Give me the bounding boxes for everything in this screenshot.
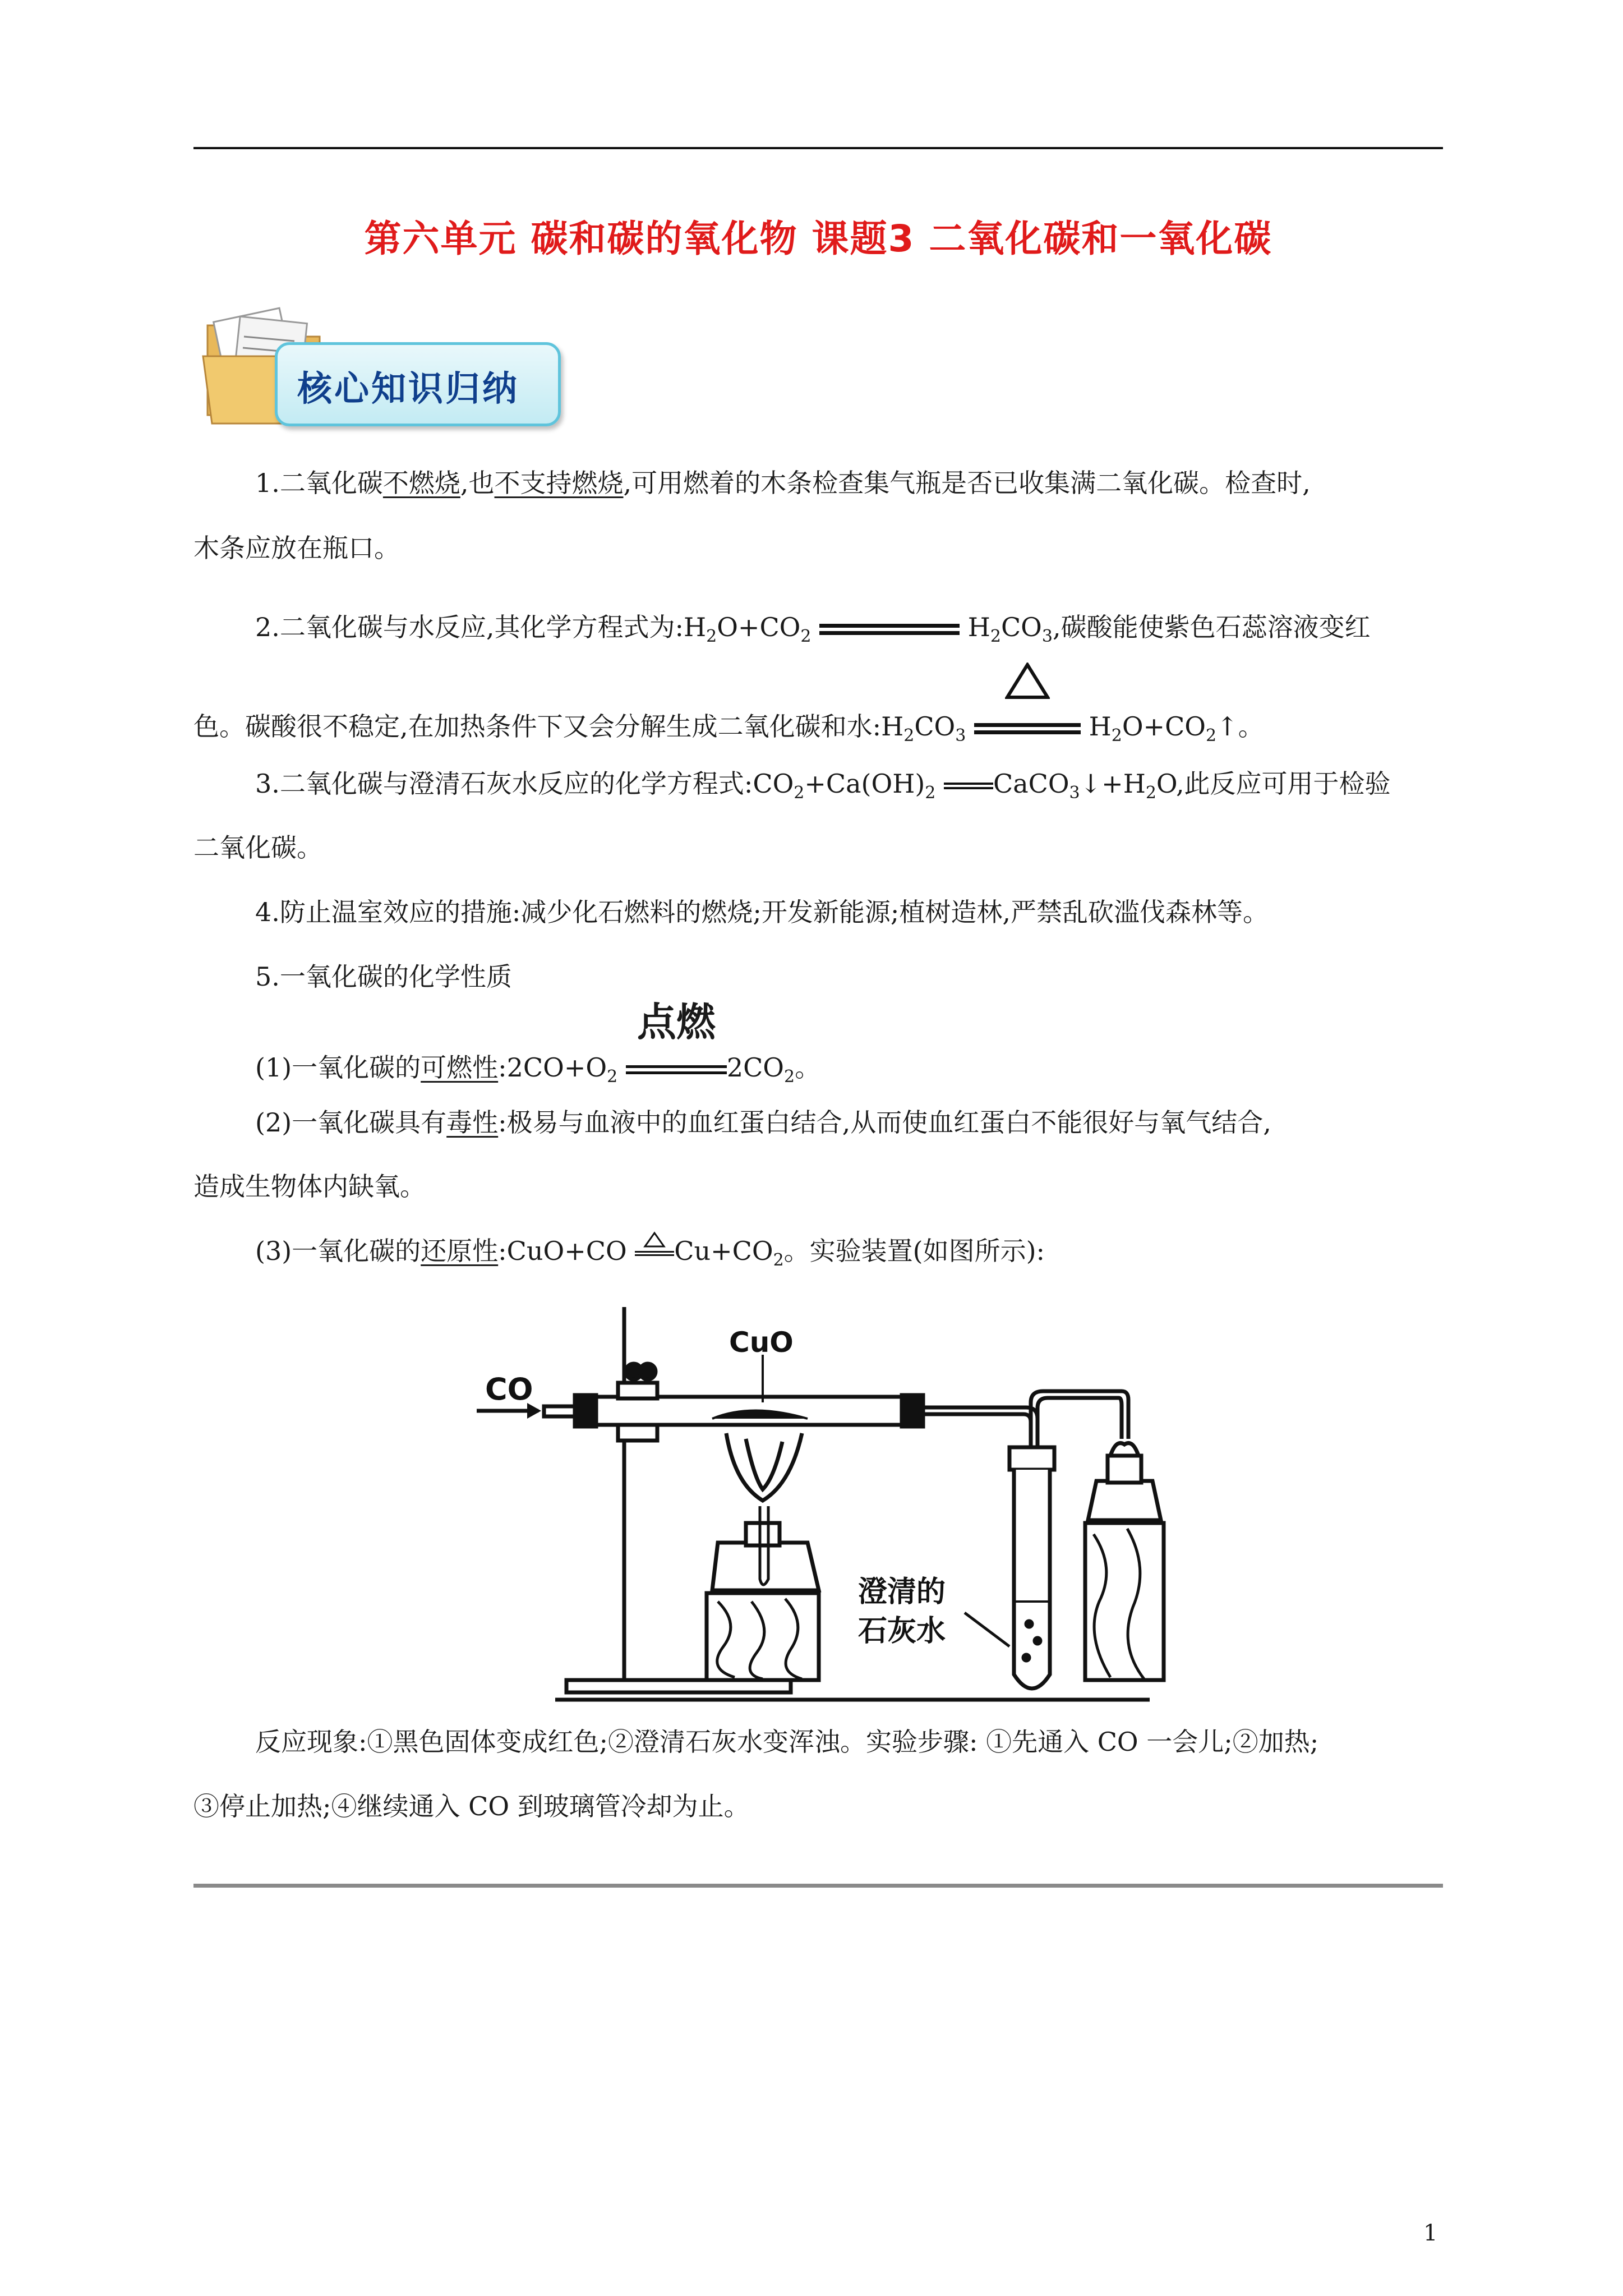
- text: 。: [795, 1052, 821, 1083]
- text: :极易与血液中的血红蛋白结合,从而使血红蛋白不能很好与氧气结合,: [498, 1107, 1271, 1138]
- text: ,也: [460, 468, 495, 498]
- stopper-right: [902, 1395, 923, 1427]
- text: CO: [1000, 612, 1042, 642]
- subscript: 2: [903, 726, 915, 746]
- co-label: CO: [485, 1372, 533, 1407]
- paragraph-2: [193, 609, 1443, 655]
- text: 3.二氧化碳与澄清石灰水反应的化学方程式:CO: [255, 769, 794, 799]
- underlined-term: 毒性: [446, 1107, 499, 1138]
- text: 2.二氧化碳与水反应,其化学方程式为:H: [255, 612, 707, 642]
- underlined-term: 不支持燃烧: [494, 468, 624, 498]
- text: :2CO+O: [498, 1052, 607, 1083]
- text: ,碳酸能使紫色石蕊溶液变红: [1052, 612, 1371, 642]
- text: O+CO: [717, 612, 801, 642]
- text: 二氧化碳。: [193, 832, 322, 863]
- text: 5.一氧化碳的化学性质: [255, 961, 512, 992]
- subscript: 2: [794, 783, 805, 803]
- subscript: 2: [990, 627, 1001, 646]
- text: H: [1089, 711, 1112, 742]
- text: 1.二氧化碳: [255, 468, 383, 498]
- paragraph-3: [193, 765, 1443, 812]
- paragraph-1-cont: [193, 530, 1443, 567]
- subscript: 2: [706, 627, 717, 646]
- subscript: 2: [1206, 726, 1217, 746]
- equals-sign: [944, 780, 993, 792]
- text: 2CO: [726, 1052, 785, 1083]
- subscript: 2: [1145, 783, 1156, 803]
- label-pointer: [965, 1613, 1009, 1646]
- text: 造成生物体内缺氧。: [193, 1171, 426, 1202]
- inlet-pipe: [544, 1406, 578, 1416]
- paragraph-9: [193, 1723, 1443, 1760]
- text: ,可用燃着的木条检查集气瓶是否已收集满二氧化碳。检查时,: [623, 468, 1311, 498]
- subscript: 2: [607, 1067, 618, 1087]
- limewater-label-2: 石灰水: [858, 1614, 946, 1648]
- tube-stopper: [1009, 1447, 1054, 1470]
- subscript: 3: [1041, 627, 1053, 646]
- co-reduction-apparatus-figure: [471, 1287, 1172, 1708]
- text: 色。碳酸很不稳定,在加热条件下又会分解生成二氧化碳和水:H: [193, 711, 904, 742]
- text: 反应现象:①黑色固体变成红色;②澄清石灰水变浑浊。实验步骤: ①先通入 CO 一会儿;②加热;: [255, 1727, 1319, 1757]
- text: H: [967, 612, 990, 642]
- heating-equals-sign: [635, 1249, 674, 1258]
- burner-lamp: [1088, 1481, 1161, 1520]
- paragraph-4: [193, 894, 1443, 931]
- paragraph-6: [193, 999, 1443, 1096]
- page-number: 1: [1423, 2220, 1438, 2246]
- ignition-equals-sign: [626, 999, 727, 1078]
- equals-sign: [819, 620, 960, 638]
- heat-triangle-icon: [643, 1231, 666, 1248]
- limewater-label-1: 澄清的: [858, 1575, 946, 1609]
- subscript: 3: [955, 726, 966, 746]
- footer-rule: [193, 1884, 1443, 1888]
- text: 。实验装置(如图所示):: [783, 1236, 1045, 1266]
- text: O,此反应可用于检验: [1156, 769, 1391, 799]
- text: CO: [914, 711, 956, 742]
- text: 4.防止温室效应的措施:减少化石燃料的燃烧;开发新能源;植树造林,严禁乱砍滥伐森林等。: [255, 897, 1269, 927]
- paragraph-5: [193, 958, 1443, 995]
- wood-block-right: [1085, 1523, 1164, 1680]
- text: :CuO+CO: [498, 1236, 627, 1266]
- text: O+CO: [1122, 711, 1206, 742]
- text: ↓+H: [1080, 769, 1146, 799]
- page-title: 第六单元 碳和碳的氧化物 课题3 二氧化碳和一氧化碳: [364, 217, 1272, 260]
- ignition-condition: 点燃: [637, 999, 716, 1045]
- text: ③停止加热;④继续通入 CO 到玻璃管冷却为止。: [193, 1791, 750, 1821]
- text: 木条应放在瓶口。: [193, 533, 400, 563]
- heating-equals-sign: [974, 720, 1081, 738]
- text: (1)一氧化碳的: [255, 1052, 421, 1083]
- paragraph-9-cont: [193, 1788, 1443, 1825]
- paragraph-7: [193, 1104, 1443, 1141]
- subscript: 3: [1069, 783, 1080, 803]
- text: (2)一氧化碳具有: [255, 1107, 447, 1138]
- subscript: 2: [1111, 726, 1122, 746]
- subscript: 2: [800, 627, 811, 646]
- underlined-term: 不燃烧: [382, 468, 460, 498]
- test-tube: [1014, 1470, 1050, 1688]
- section-label: 核心知识归纳: [297, 368, 520, 409]
- subscript: 2: [784, 1067, 795, 1087]
- paragraph-2-cont: [193, 708, 1443, 754]
- text: Cu+CO: [674, 1236, 773, 1266]
- text: CaCO: [993, 769, 1069, 799]
- text: +Ca(OH): [804, 769, 925, 799]
- paragraph-3-cont: [193, 829, 1443, 866]
- cuo-label: CuO: [729, 1326, 794, 1359]
- text: ↑。: [1216, 711, 1264, 742]
- heat-triangle-icon: [1005, 662, 1050, 700]
- header-rule: [193, 147, 1443, 149]
- paragraph-1: [193, 464, 1443, 501]
- paragraph-8: [193, 1232, 1443, 1279]
- subscript: 2: [925, 783, 936, 803]
- underlined-term: 还原性: [421, 1236, 499, 1266]
- underlined-term: 可燃性: [421, 1052, 499, 1083]
- section-badge: [191, 303, 594, 438]
- subscript: 2: [773, 1250, 784, 1270]
- text: (3)一氧化碳的: [255, 1236, 421, 1266]
- paragraph-7-cont: [193, 1168, 1443, 1205]
